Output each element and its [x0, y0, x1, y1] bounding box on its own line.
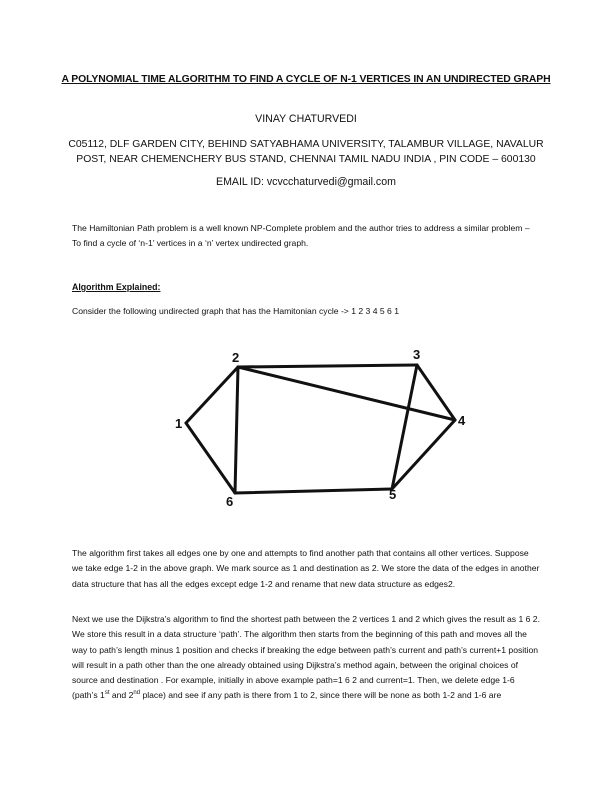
- graph-edge-1-2: [186, 367, 238, 423]
- graph-node-label-4: 4: [458, 413, 466, 428]
- graph-node-label-1: 1: [175, 416, 183, 431]
- section-heading-algorithm: Algorithm Explained:: [72, 282, 161, 292]
- graph-edge-4-5: [392, 420, 455, 489]
- dijkstra-text-and: and 2: [109, 690, 134, 701]
- dijkstra-text-tail: place) and see if any path is there from 1 to 2, since there will be none as both 1-2 and 1-6 are: [140, 690, 502, 701]
- graph-node-label-2: 2: [232, 350, 240, 365]
- paper-title: A POLYNOMIAL TIME ALGORITHM TO FIND A CYCLE OF N-1 VERTICES IN AN UNDIRECTED GRAPH: [61, 74, 551, 85]
- paragraph-edge-removal: The algorithm first takes all edges one by one and attempts to find another path that contains all other vertices. Suppose we take edge 1-2 in the above graph. We mark source as 1 and destination as 2. We store the data of the edges in another data structure that has all the edges except edge 1-2 and rename that new data structure as edges2.: [72, 548, 540, 589]
- graph-node-label-3: 3: [413, 347, 421, 362]
- graph-edge-2-3: [238, 365, 417, 367]
- graph-edge-6-1: [186, 423, 235, 493]
- intro-paragraph: The Hamiltonian Path problem is a well known NP-Complete problem and the author tries to address a similar problem – To find a cycle of ‘n-1’ vertices in a ‘n’ vertex undirected graph.: [72, 223, 530, 249]
- graph-node-label-6: 6: [226, 494, 234, 509]
- graph-node-label-5: 5: [389, 487, 397, 502]
- author-name: VINAY CHATURVEDI: [255, 113, 357, 125]
- paragraph-dijkstra: [72, 612, 540, 704]
- superscript-nd: nd: [133, 690, 141, 697]
- graph-edge-2-6: [235, 367, 238, 493]
- consider-sentence: Consider the following undirected graph that has the Hamitonian cycle -> 1 2 3 4 5 6 1: [72, 306, 399, 316]
- author-address: C05112, DLF GARDEN CITY, BEHIND SATYABHAMA UNIVERSITY, TALAMBUR VILLAGE, NAVALUR POST, NEAR CHEMENCHERY BUS STAND, CHENNAI TAMIL NADU INDIA , PIN CODE – 600130: [68, 139, 544, 165]
- author-email: EMAIL ID: vcvcchaturvedi@gmail.com: [216, 176, 396, 188]
- dijkstra-text: Next we use the Dijkstra’s algorithm to find the shortest path between the 2 vertices 1 and 2 which gives the result as 1 6 2. We store this result in a data structure ‘path’. The algorithm then starts from the beginning of this path and moves all the way to path’s length minus 1 position and checks if breaking the edge between path’s current and path’s current+1 position will result in a path other than the one already obtained using Dijkstra’s method again, between the original choices of source and destination . For example, initially in above example path=1 6 2 and current=1. Then, we delete edge 1-6 (path’s 1: [72, 614, 540, 701]
- superscript-st: st: [104, 690, 110, 697]
- graph-edge-5-6: [235, 489, 392, 493]
- graph-edge-3-5: [392, 365, 417, 489]
